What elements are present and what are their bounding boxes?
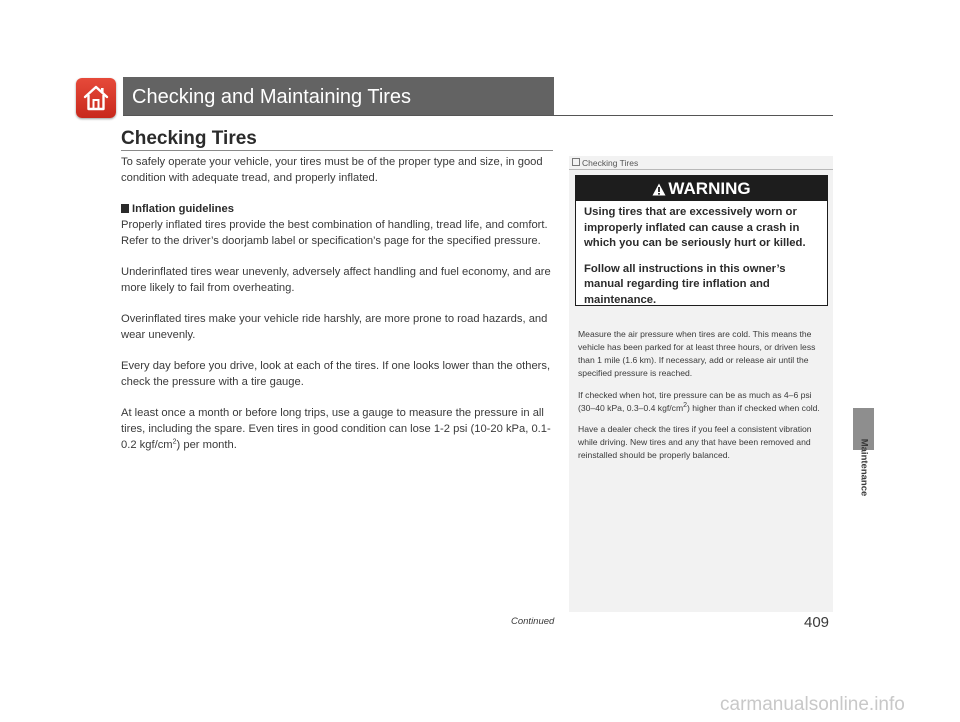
subhead-label: Inflation guidelines <box>132 203 234 215</box>
section-title: Checking Tires <box>121 128 257 149</box>
sidebar-heading-text: Checking Tires <box>582 158 639 168</box>
warning-triangle-icon <box>652 183 666 196</box>
continued-label: Continued <box>511 616 555 627</box>
paragraph-5-end: ) per month. <box>176 439 237 451</box>
sidebar-notes <box>569 156 833 612</box>
sidebar-heading <box>572 158 638 168</box>
superscript: 2 <box>172 438 177 446</box>
note-2-text: If checked when hot, tire pressure can be as much as 4–6 psi (30–40 kPa, 0.3–0.4 kgf/cm <box>578 389 812 413</box>
warning-line-1: Using tires that are excessively worn or improperly inflated can cause a crash in which you can be seriously hurt or killed. <box>584 206 806 250</box>
chapter-title-bar <box>123 77 554 115</box>
home-icon <box>82 83 110 113</box>
paragraph-2: Underinflated tires wear unevenly, adversely affect handling and fuel economy, and are more likely to fail from overheating. <box>121 266 551 294</box>
note-2-end: ) higher than if checked when cold. <box>687 402 820 413</box>
note-1: Measure the air pressure when tires are cold. This means the vehicle has been parked for at least three hours, or driven less than 1 mile (1.6 km). If necessary, add or release air until the specified pressure is reached. <box>578 329 816 378</box>
note-2-superscript: 2 <box>683 401 688 409</box>
paragraph-1: Properly inflated tires provide the best combination of handling, tread life, and comfort. Refer to the driver’s doorjamb label or specification’s page for the specified pressure. <box>121 219 548 247</box>
warning-label: WARNING <box>668 179 751 198</box>
watermark: carmanualsonline.info <box>720 694 905 715</box>
warning-text <box>576 201 827 309</box>
paragraph-5-text: At least once a month or before long trips, use a gauge to measure the pressure in all tires, including the spare. Even tires in good condition can lose 1-2 psi (10-20 kPa, 0.1-0.2 kgf/cm <box>121 407 551 451</box>
subhead-inflation <box>121 201 553 217</box>
note-3: Have a dealer check the tires if you feel a consistent vibration while driving. New tires and any that have been removed and reinstalled should be properly balanced. <box>578 424 812 461</box>
reference-icon <box>572 158 580 166</box>
main-content <box>121 154 553 468</box>
section-tab-label: Maintenance <box>858 438 870 497</box>
warning-header <box>576 176 827 201</box>
intro-paragraph: To safely operate your vehicle, your tires must be of the proper type and size, in good condition with adequate tread, and properly inflated. <box>121 156 543 184</box>
chapter-title: Checking and Maintaining Tires <box>132 86 412 108</box>
warning-box <box>575 175 828 306</box>
home-button[interactable] <box>76 78 116 118</box>
note-2 <box>578 389 830 415</box>
sidebar-divider <box>569 169 833 170</box>
page-number: 409 <box>804 614 830 631</box>
paragraph-4: Every day before you drive, look at each of the tires. If one looks lower than the others, check the pressure with a tire gauge. <box>121 360 551 388</box>
square-bullet-icon <box>121 204 129 213</box>
title-divider <box>123 115 833 116</box>
warning-line-2: Follow all instructions in this owner’s manual regarding tire inflation and maintenance. <box>584 262 786 306</box>
paragraph-3: Overinflated tires make your vehicle ride harshly, are more prone to road hazards, and wear unevenly. <box>121 313 548 341</box>
section-divider <box>121 150 553 151</box>
sidebar-body <box>578 328 830 471</box>
paragraph-5 <box>121 405 553 453</box>
